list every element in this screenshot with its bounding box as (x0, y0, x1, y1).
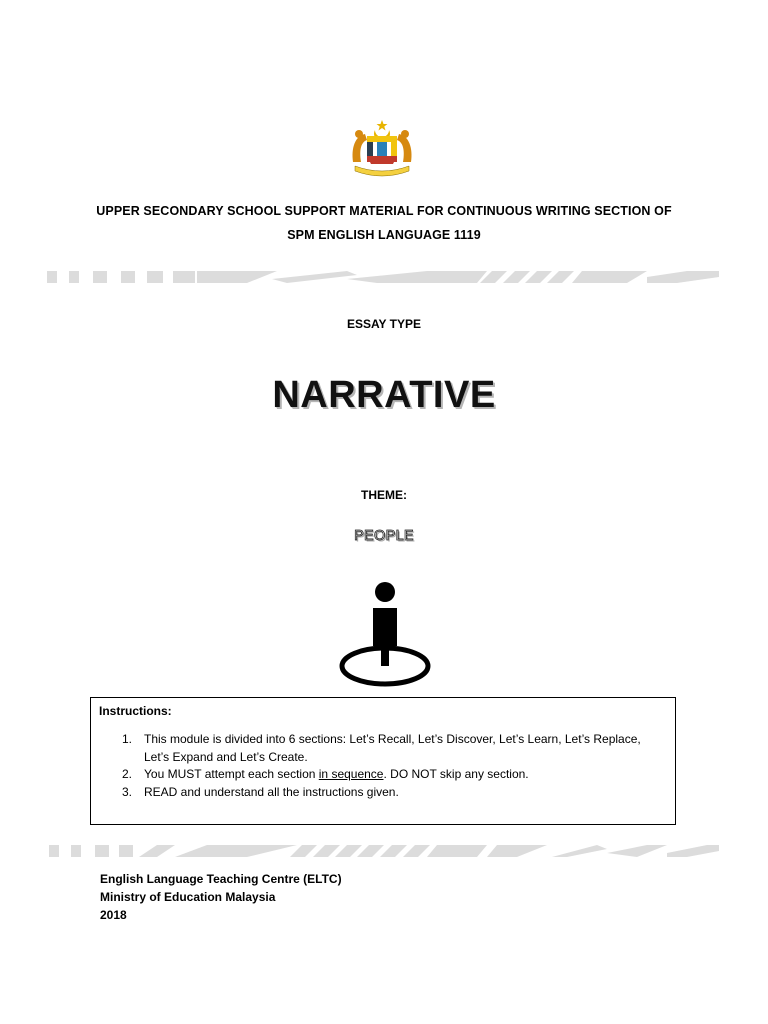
header-title-line2: SPM ENGLISH LANGUAGE 1119 (287, 228, 481, 242)
footer-year: 2018 (100, 908, 127, 922)
decorative-stripe-top (47, 269, 719, 285)
instruction-text-underlined: in sequence (318, 767, 384, 781)
instruction-item (91, 784, 677, 802)
instructions-list (91, 731, 677, 801)
instruction-text: READ and understand all the instructions given. (144, 784, 399, 799)
footer-ministry: Ministry of Education Malaysia (100, 890, 276, 904)
theme-label: THEME: (361, 488, 407, 502)
person-on-ring-icon (338, 580, 432, 690)
header-title-line1: UPPER SECONDARY SCHOOL SUPPORT MATERIAL FOR CONTINUOUS WRITING SECTION OF (96, 204, 672, 218)
instruction-text-pre: You MUST attempt each section (144, 767, 319, 781)
instruction-number: 3. (122, 784, 133, 799)
instruction-text-post: . DO NOT skip any section. (383, 767, 529, 781)
instruction-item (91, 731, 677, 766)
decorative-stripe-bottom (47, 843, 719, 859)
instruction-number: 2. (122, 767, 133, 781)
instructions-box (90, 697, 676, 825)
instruction-item (91, 766, 677, 784)
footer-org: English Language Teaching Centre (ELTC) (100, 872, 342, 886)
malaysia-coat-of-arms-icon (345, 118, 419, 180)
instructions-title: Instructions: (99, 704, 172, 718)
footer (100, 870, 342, 924)
theme-value: PEOPLE (354, 528, 414, 544)
instruction-text: This module is divided into 6 sections: Let’s Recall, Let’s Discover, Let’s Learn, Let’s Replace, Let’s Expand and Let’s Create. (144, 732, 641, 764)
essay-type-label: ESSAY TYPE (346, 317, 422, 331)
page-title: NARRATIVE (272, 374, 496, 416)
instruction-number: 1. (122, 732, 133, 746)
